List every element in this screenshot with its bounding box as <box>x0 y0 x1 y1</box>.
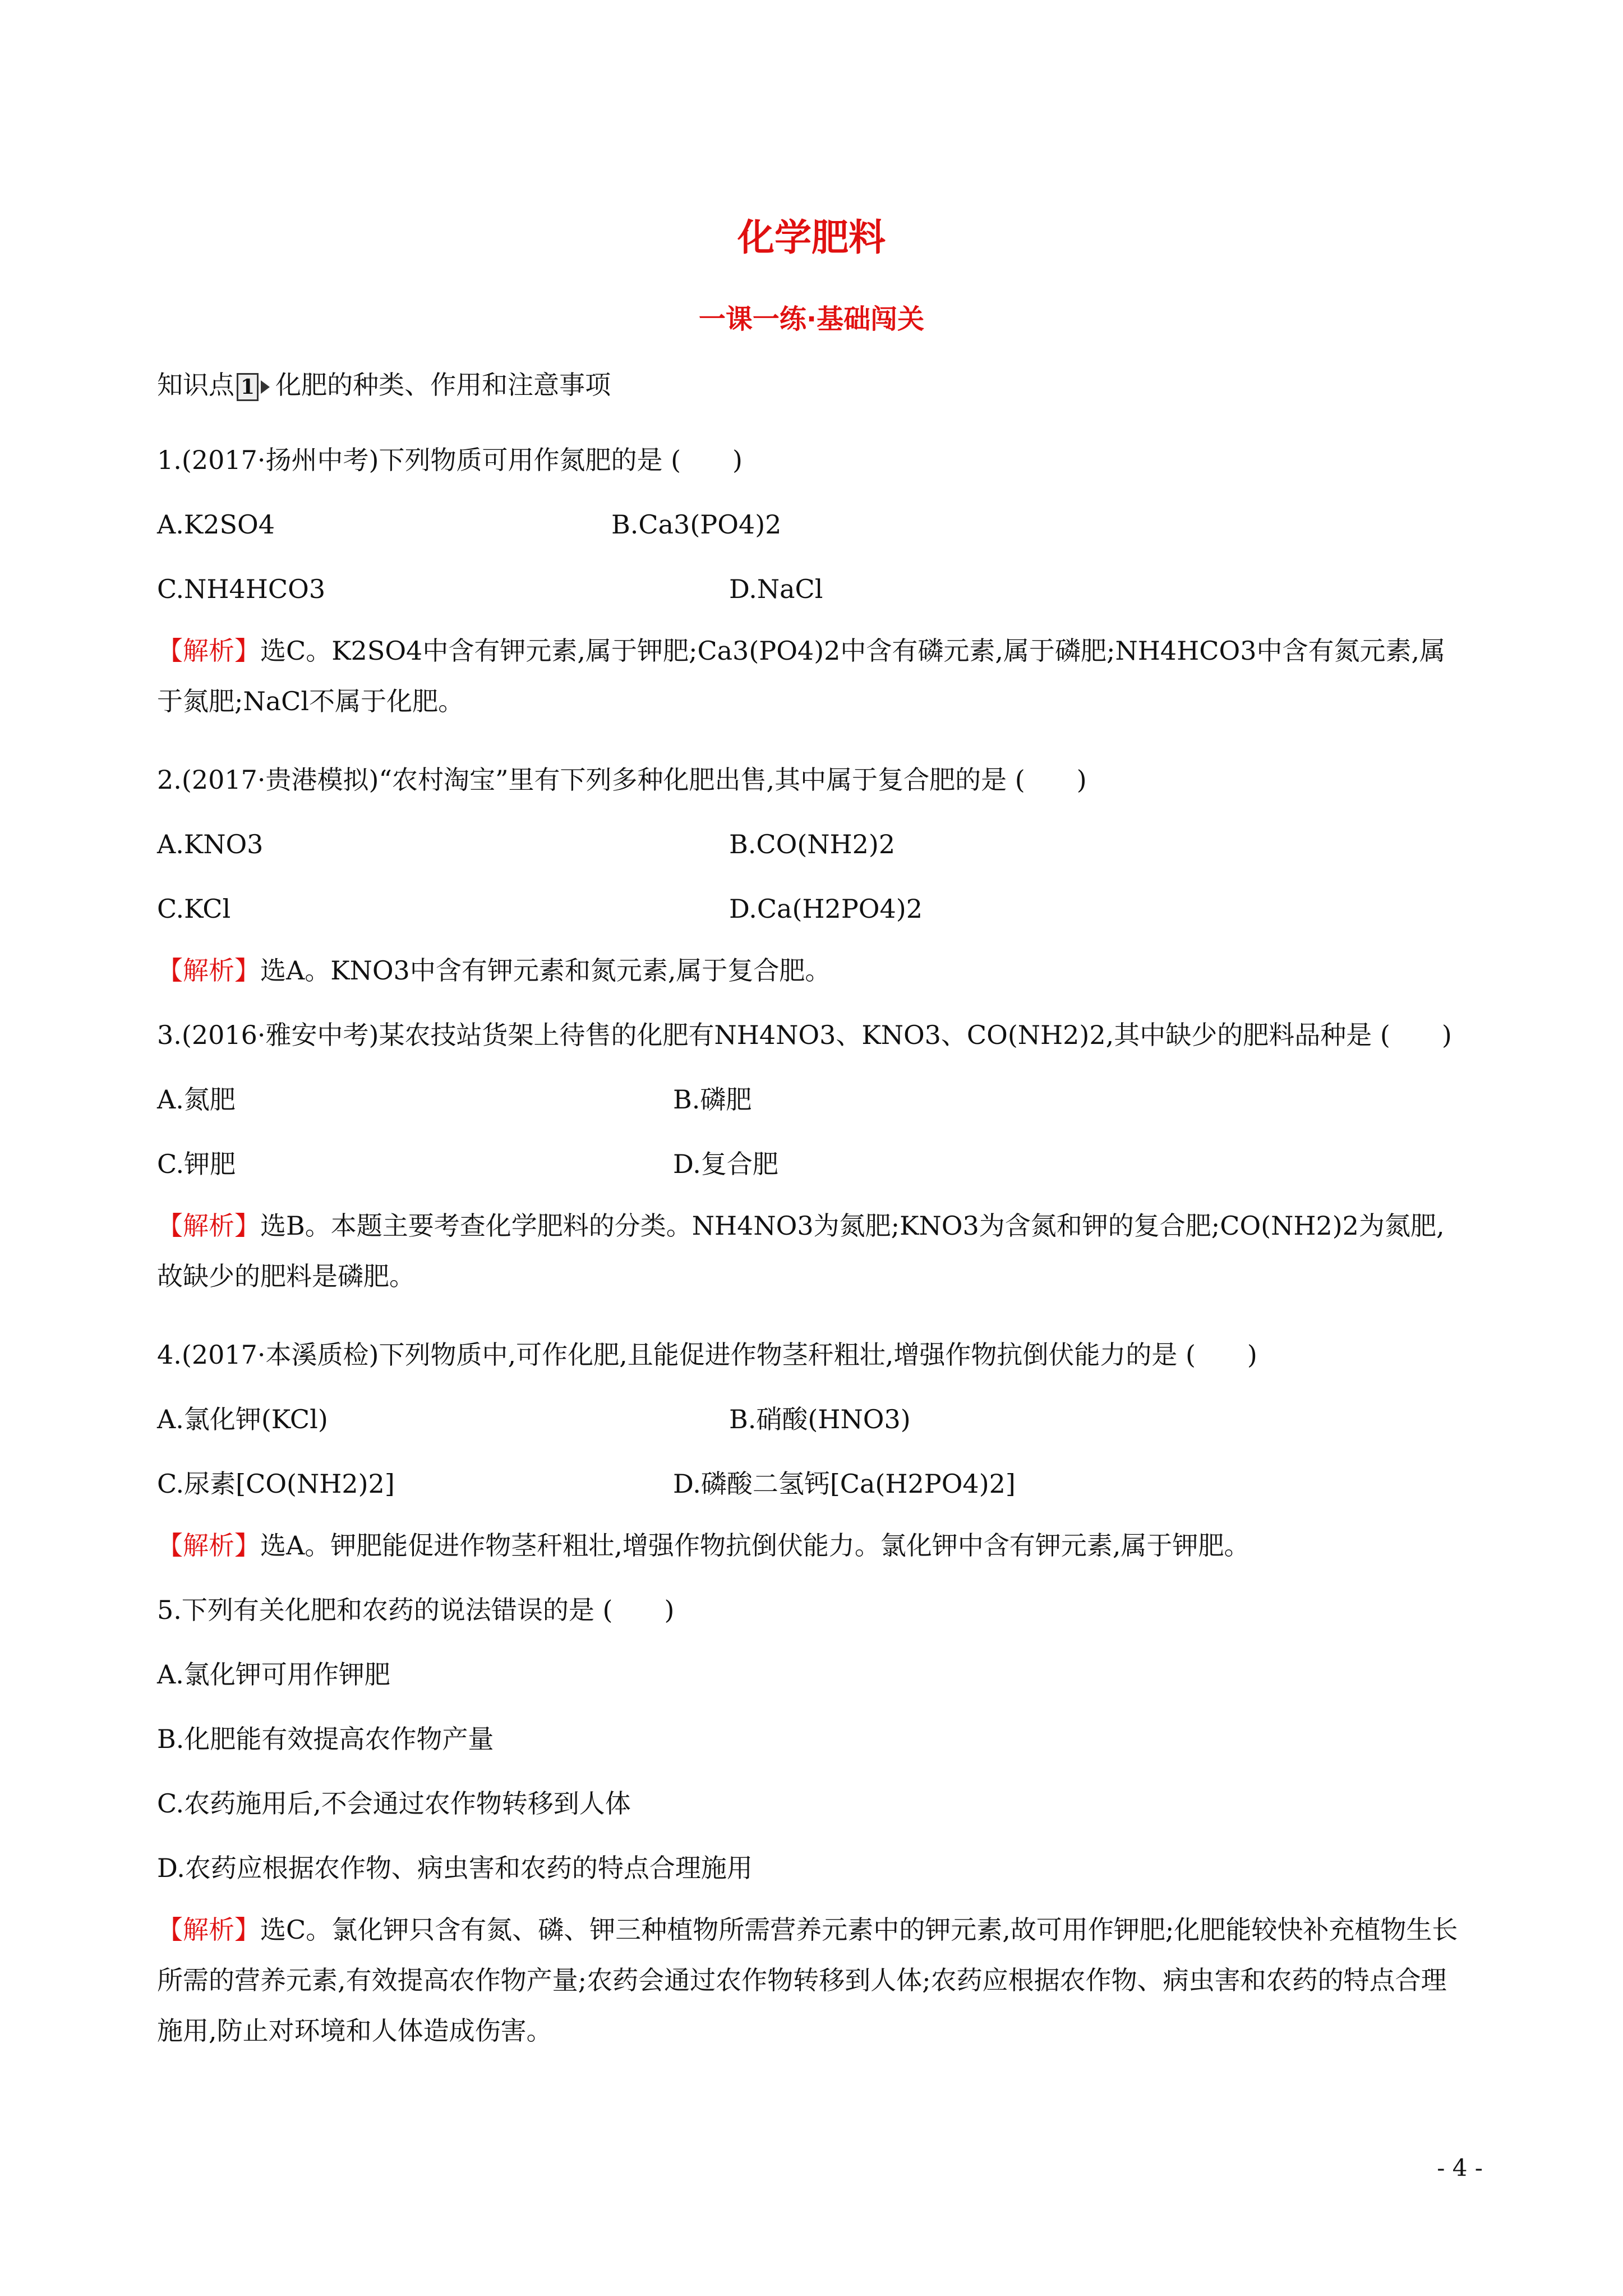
q1-stem: 1.(2017·扬州中考)下列物质可用作氮肥的是 ( ) <box>157 445 743 475</box>
q4-option-a: A.氯化钾(KCl) <box>157 1404 328 1434</box>
q3-option-c: C.钾肥 <box>157 1149 236 1179</box>
q5-option-b: B.化肥能有效提高农作物产量 <box>157 1724 494 1754</box>
q4-option-b: B.硝酸(HNO3) <box>729 1404 911 1434</box>
q2-option-c: C.KCl <box>157 894 231 924</box>
page-title: 化学肥料 <box>737 216 886 259</box>
q5-analysis: 选C。氯化钾只含有氮、磷、钾三种植物所需营养元素中的钾元素,故可用作钾肥;化肥能较快补充植物生长所需的营养元素,有效提高农作物产量;农药会通过农作物转移到人体;农药应根据农作物、病虫害和农药的特点合理施用,防止对环境和人体造成伤害。 <box>157 1915 1458 2046</box>
q5-analysis-block <box>157 1904 1469 2056</box>
q1-option-b: B.Ca3(PO4)2 <box>611 509 782 540</box>
q4-option-c: C.尿素[CO(NH2)2] <box>157 1469 395 1499</box>
q5-option-d: D.农药应根据农作物、病虫害和农药的特点合理施用 <box>157 1853 753 1883</box>
q2-option-a: A.KNO3 <box>157 829 264 859</box>
q1-option-a: A.K2SO4 <box>157 509 275 540</box>
q5-stem: 5.下列有关化肥和农药的说法错误的是 ( ) <box>157 1595 675 1625</box>
knowledge-prefix: 知识点 <box>157 370 234 400</box>
knowledge-number-badge: 1 <box>237 373 259 401</box>
q2-analysis-block <box>157 945 1469 996</box>
q2-stem: 2.(2017·贵港模拟)“农村淘宝”里有下列多种化肥出售,其中属于复合肥的是 ( ) <box>157 765 1087 795</box>
q3-option-d: D.复合肥 <box>673 1149 778 1179</box>
q3-analysis-block <box>157 1200 1469 1301</box>
q5-option-c: C.农药施用后,不会通过农作物转移到人体 <box>157 1788 631 1819</box>
q5-option-a: A.氯化钾可用作钾肥 <box>157 1659 390 1690</box>
q4-option-d: D.磷酸二氢钙[Ca(H2PO4)2] <box>673 1469 1016 1499</box>
analysis-label: 【解析】 <box>157 955 260 986</box>
analysis-label: 【解析】 <box>157 1211 260 1241</box>
q4-analysis-block <box>157 1520 1469 1571</box>
q4-analysis: 选A。钾肥能促进作物茎秆粗壮,增强作物抗倒伏能力。氯化钾中含有钾元素,属于钾肥。 <box>260 1530 1250 1561</box>
q1-analysis: 选C。K2SO4中含有钾元素,属于钾肥;Ca3(PO4)2中含有磷元素,属于磷肥;NH4HCO3中含有氮元素,属于氮肥;NaCl不属于化肥。 <box>157 636 1446 716</box>
triangle-arrow-icon <box>261 380 270 394</box>
page-number: - 4 - <box>1437 2154 1483 2182</box>
knowledge-text: 化肥的种类、作用和注意事项 <box>275 370 611 400</box>
q3-stem: 3.(2016·雅安中考)某农技站货架上待售的化肥有NH4NO3、KNO3、CO(NH2)2,其中缺少的肥料品种是 ( ) <box>157 1020 1452 1050</box>
q2-analysis: 选A。KNO3中含有钾元素和氮元素,属于复合肥。 <box>260 955 831 986</box>
analysis-label: 【解析】 <box>157 1915 260 1945</box>
page-subtitle: 一课一练·基础闯关 <box>698 303 925 335</box>
q2-option-d: D.Ca(H2PO4)2 <box>729 894 923 924</box>
q3-option-a: A.氮肥 <box>157 1084 236 1115</box>
q4-stem: 4.(2017·本溪质检)下列物质中,可作化肥,且能促进作物茎秆粗壮,增强作物抗倒伏能力的是 ( ) <box>157 1340 1257 1370</box>
q1-analysis-block <box>157 625 1469 726</box>
q1-option-c: C.NH4HCO3 <box>157 574 326 604</box>
knowledge-point <box>157 368 611 402</box>
analysis-label: 【解析】 <box>157 1530 260 1561</box>
q1-option-d: D.NaCl <box>729 574 823 604</box>
q2-option-b: B.CO(NH2)2 <box>729 829 896 859</box>
analysis-label: 【解析】 <box>157 636 260 666</box>
q3-option-b: B.磷肥 <box>673 1084 752 1115</box>
q3-analysis: 选B。本题主要考查化学肥料的分类。NH4NO3为氮肥;KNO3为含氮和钾的复合肥;CO(NH2)2为氮肥,故缺少的肥料是磷肥。 <box>157 1211 1445 1291</box>
